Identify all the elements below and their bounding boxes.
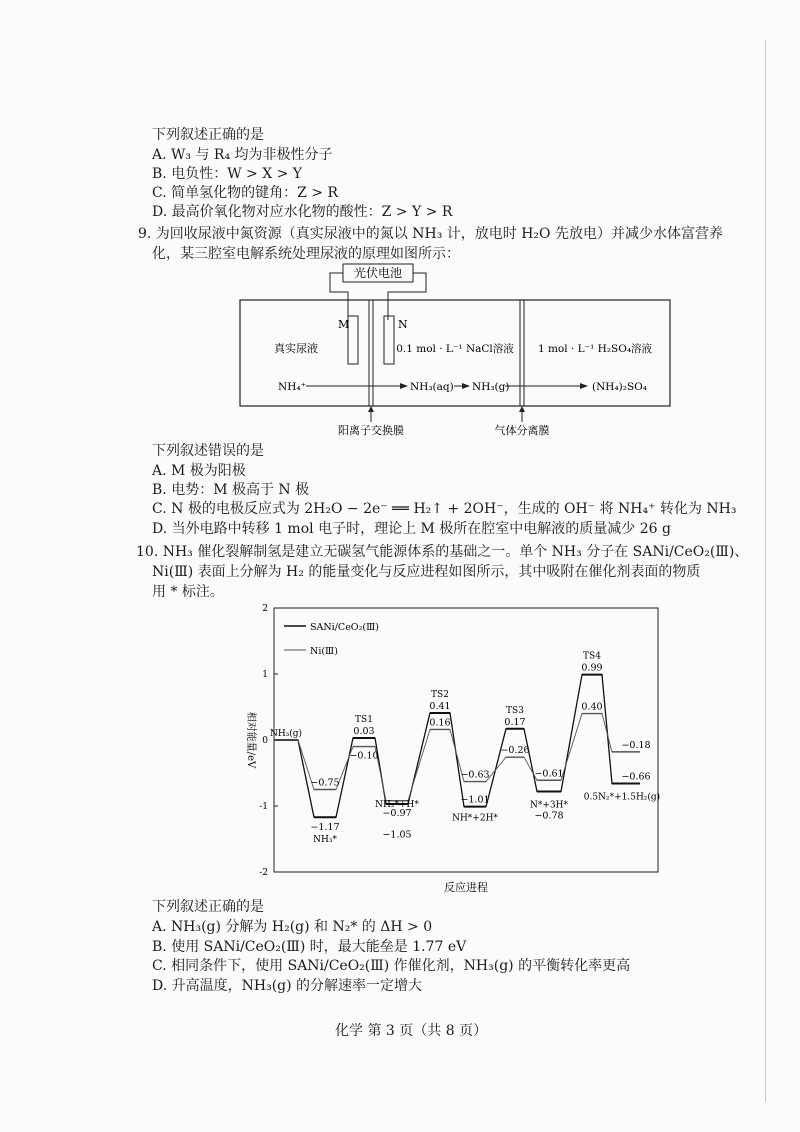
flow-arrowhead-2 bbox=[462, 383, 470, 389]
q10-option-b: B. 使用 SANi/CeO₂(Ⅲ) 时，最大能垒是 1.77 eV bbox=[152, 939, 467, 955]
wire-left bbox=[330, 273, 348, 320]
flow-nh3aq: NH₃(aq) bbox=[410, 381, 454, 393]
data-label: −0.26 bbox=[500, 745, 530, 757]
data-label: −0.75 bbox=[310, 777, 340, 789]
data-label: −0.66 bbox=[621, 771, 651, 783]
membrane2-pointer-head bbox=[519, 406, 525, 412]
data-label: 0.99 bbox=[581, 662, 603, 674]
q10-question-line1: 10. NH₃ 催化裂解制氢是建立无碳氢气能源体系的基础之一。单个 NH₃ 分子在 SANi/CeO₂(Ⅲ)、 bbox=[136, 544, 749, 560]
membrane1-label: 阳离子交换膜 bbox=[338, 424, 404, 437]
data-label: −0.10 bbox=[349, 750, 379, 762]
q8-stem: 下列叙述正确的是 bbox=[152, 127, 264, 143]
q9-stem: 下列叙述错误的是 bbox=[152, 443, 264, 459]
y-tick-label: 2 bbox=[262, 604, 268, 614]
q8-option-b: B. 电负性：W > X > Y bbox=[152, 166, 303, 182]
q10-question-line2: Ni(Ⅲ) 表面上分解为 H₂ 的能量变化与反应进程如图所示，其中吸附在催化剂表面的物质 bbox=[152, 564, 701, 580]
data-label: −1.17 bbox=[310, 822, 340, 834]
q9-question-line2: 化，某三腔室电解系统处理尿液的原理如图所示： bbox=[152, 246, 460, 262]
data-label: −1.01 bbox=[460, 794, 490, 806]
y-tick-label: 0 bbox=[262, 736, 268, 746]
q10-stem: 下列叙述正确的是 bbox=[152, 899, 264, 915]
q8-option-d: D. 最高价氧化物对应水化物的酸性：Z > Y > R bbox=[152, 204, 453, 220]
state-label: N*+3H* bbox=[530, 800, 568, 811]
data-label: −0.61 bbox=[534, 768, 564, 780]
q8-option-a: A. W₃ 与 R₄ 均为非极性分子 bbox=[152, 147, 333, 163]
q10-question-line3: 用 * 标注。 bbox=[152, 584, 224, 600]
q9-option-d: D. 当外电路中转移 1 mol 电子时，理论上 M 极所在腔室中电解液的质量减少 26 g bbox=[152, 521, 671, 537]
q9-option-b: B. 电势：M 极高于 N 极 bbox=[152, 482, 310, 498]
data-label: 0.03 bbox=[353, 726, 375, 738]
flow-product: (NH₄)₂SO₄ bbox=[592, 381, 647, 393]
electrode-n bbox=[384, 316, 394, 364]
state-label: 0.5N₂*+1.5H₂(g) bbox=[583, 792, 661, 803]
legend-label-sani: SANi/CeO₂(Ⅲ) bbox=[310, 622, 379, 633]
q9-option-c: C. N 极的电极反应式为 2H₂O − 2e⁻ ══ H₂↑ + 2OH⁻，生成的 OH⁻ 将 NH₄⁺ 转化为 NH₃ bbox=[152, 501, 737, 517]
state-label: NH₂*+H* bbox=[375, 800, 419, 811]
mid-chamber-label: 0.1 mol · L⁻¹ NaCl溶液 bbox=[396, 343, 514, 355]
wire-right bbox=[388, 273, 426, 320]
state-label: TS4 bbox=[583, 651, 601, 662]
right-chamber-label: 1 mol · L⁻¹ H₂SO₄溶液 bbox=[537, 343, 653, 355]
q8-option-c: C. 简单氢化物的键角：Z > R bbox=[152, 185, 339, 201]
membrane2-label: 气体分离膜 bbox=[494, 424, 550, 437]
data-label: −0.78 bbox=[534, 810, 564, 822]
data-label: −0.18 bbox=[621, 739, 651, 751]
q9-option-a: A. M 极为阳极 bbox=[152, 463, 246, 479]
data-label: 0.41 bbox=[429, 700, 451, 712]
state-label: NH₃* bbox=[313, 835, 337, 846]
q9-question-line1: 9. 为回收尿液中氮资源（真实尿液中的氮以 NH₃ 计，放电时 H₂O 先放电）并减少水体富营养 bbox=[138, 226, 723, 242]
state-label: NH*+2H* bbox=[452, 813, 498, 824]
flow-nh4: NH₄⁺ bbox=[278, 381, 307, 393]
y-tick-label: -2 bbox=[259, 868, 268, 878]
battery-label: 光伏电池 bbox=[353, 266, 403, 280]
chart-ylabel: 相对能量/eV bbox=[245, 711, 256, 769]
data-label: −1.05 bbox=[382, 829, 412, 841]
q10-option-a: A. NH₃(g) 分解为 H₂(g) 和 N₂* 的 ΔH > 0 bbox=[152, 919, 433, 935]
flow-arrowhead-1 bbox=[400, 383, 408, 389]
chart-xlabel: 反应进程 bbox=[444, 881, 488, 894]
state-label: NH₃(g) bbox=[269, 729, 303, 739]
data-label: 0.40 bbox=[581, 701, 603, 713]
electrolysis-diagram bbox=[230, 262, 680, 437]
data-label: −0.97 bbox=[382, 808, 412, 820]
state-label: TS3 bbox=[506, 705, 524, 716]
membrane1-pointer-head bbox=[368, 406, 374, 412]
energy-profile-chart bbox=[228, 598, 668, 894]
data-label: 0.17 bbox=[504, 716, 526, 728]
state-label: TS2 bbox=[431, 689, 449, 700]
page-footer: 化学 第 3 页（共 8 页） bbox=[335, 1023, 488, 1039]
electrode-m-label: M bbox=[338, 318, 350, 331]
y-tick-label: 1 bbox=[262, 670, 268, 680]
state-label: TS1 bbox=[355, 715, 373, 726]
page-edge-line bbox=[765, 40, 766, 1102]
left-chamber-label: 真实尿液 bbox=[274, 342, 318, 355]
legend-label-ni: Ni(Ⅲ) bbox=[310, 646, 338, 657]
flow-nh3g: NH₃(g) bbox=[472, 381, 510, 393]
electrode-n-label: N bbox=[398, 318, 408, 331]
data-label: 0.16 bbox=[429, 717, 451, 729]
data-label: −0.63 bbox=[460, 769, 490, 781]
electrode-m bbox=[348, 316, 358, 364]
flow-arrowhead-3 bbox=[580, 383, 588, 389]
q10-option-c: C. 相同条件下，使用 SANi/CeO₂(Ⅲ) 作催化剂，NH₃(g) 的平衡转化率更高 bbox=[152, 958, 631, 974]
q10-option-d: D. 升高温度，NH₃(g) 的分解速率一定增大 bbox=[152, 978, 423, 994]
y-tick-label: -1 bbox=[259, 802, 268, 812]
